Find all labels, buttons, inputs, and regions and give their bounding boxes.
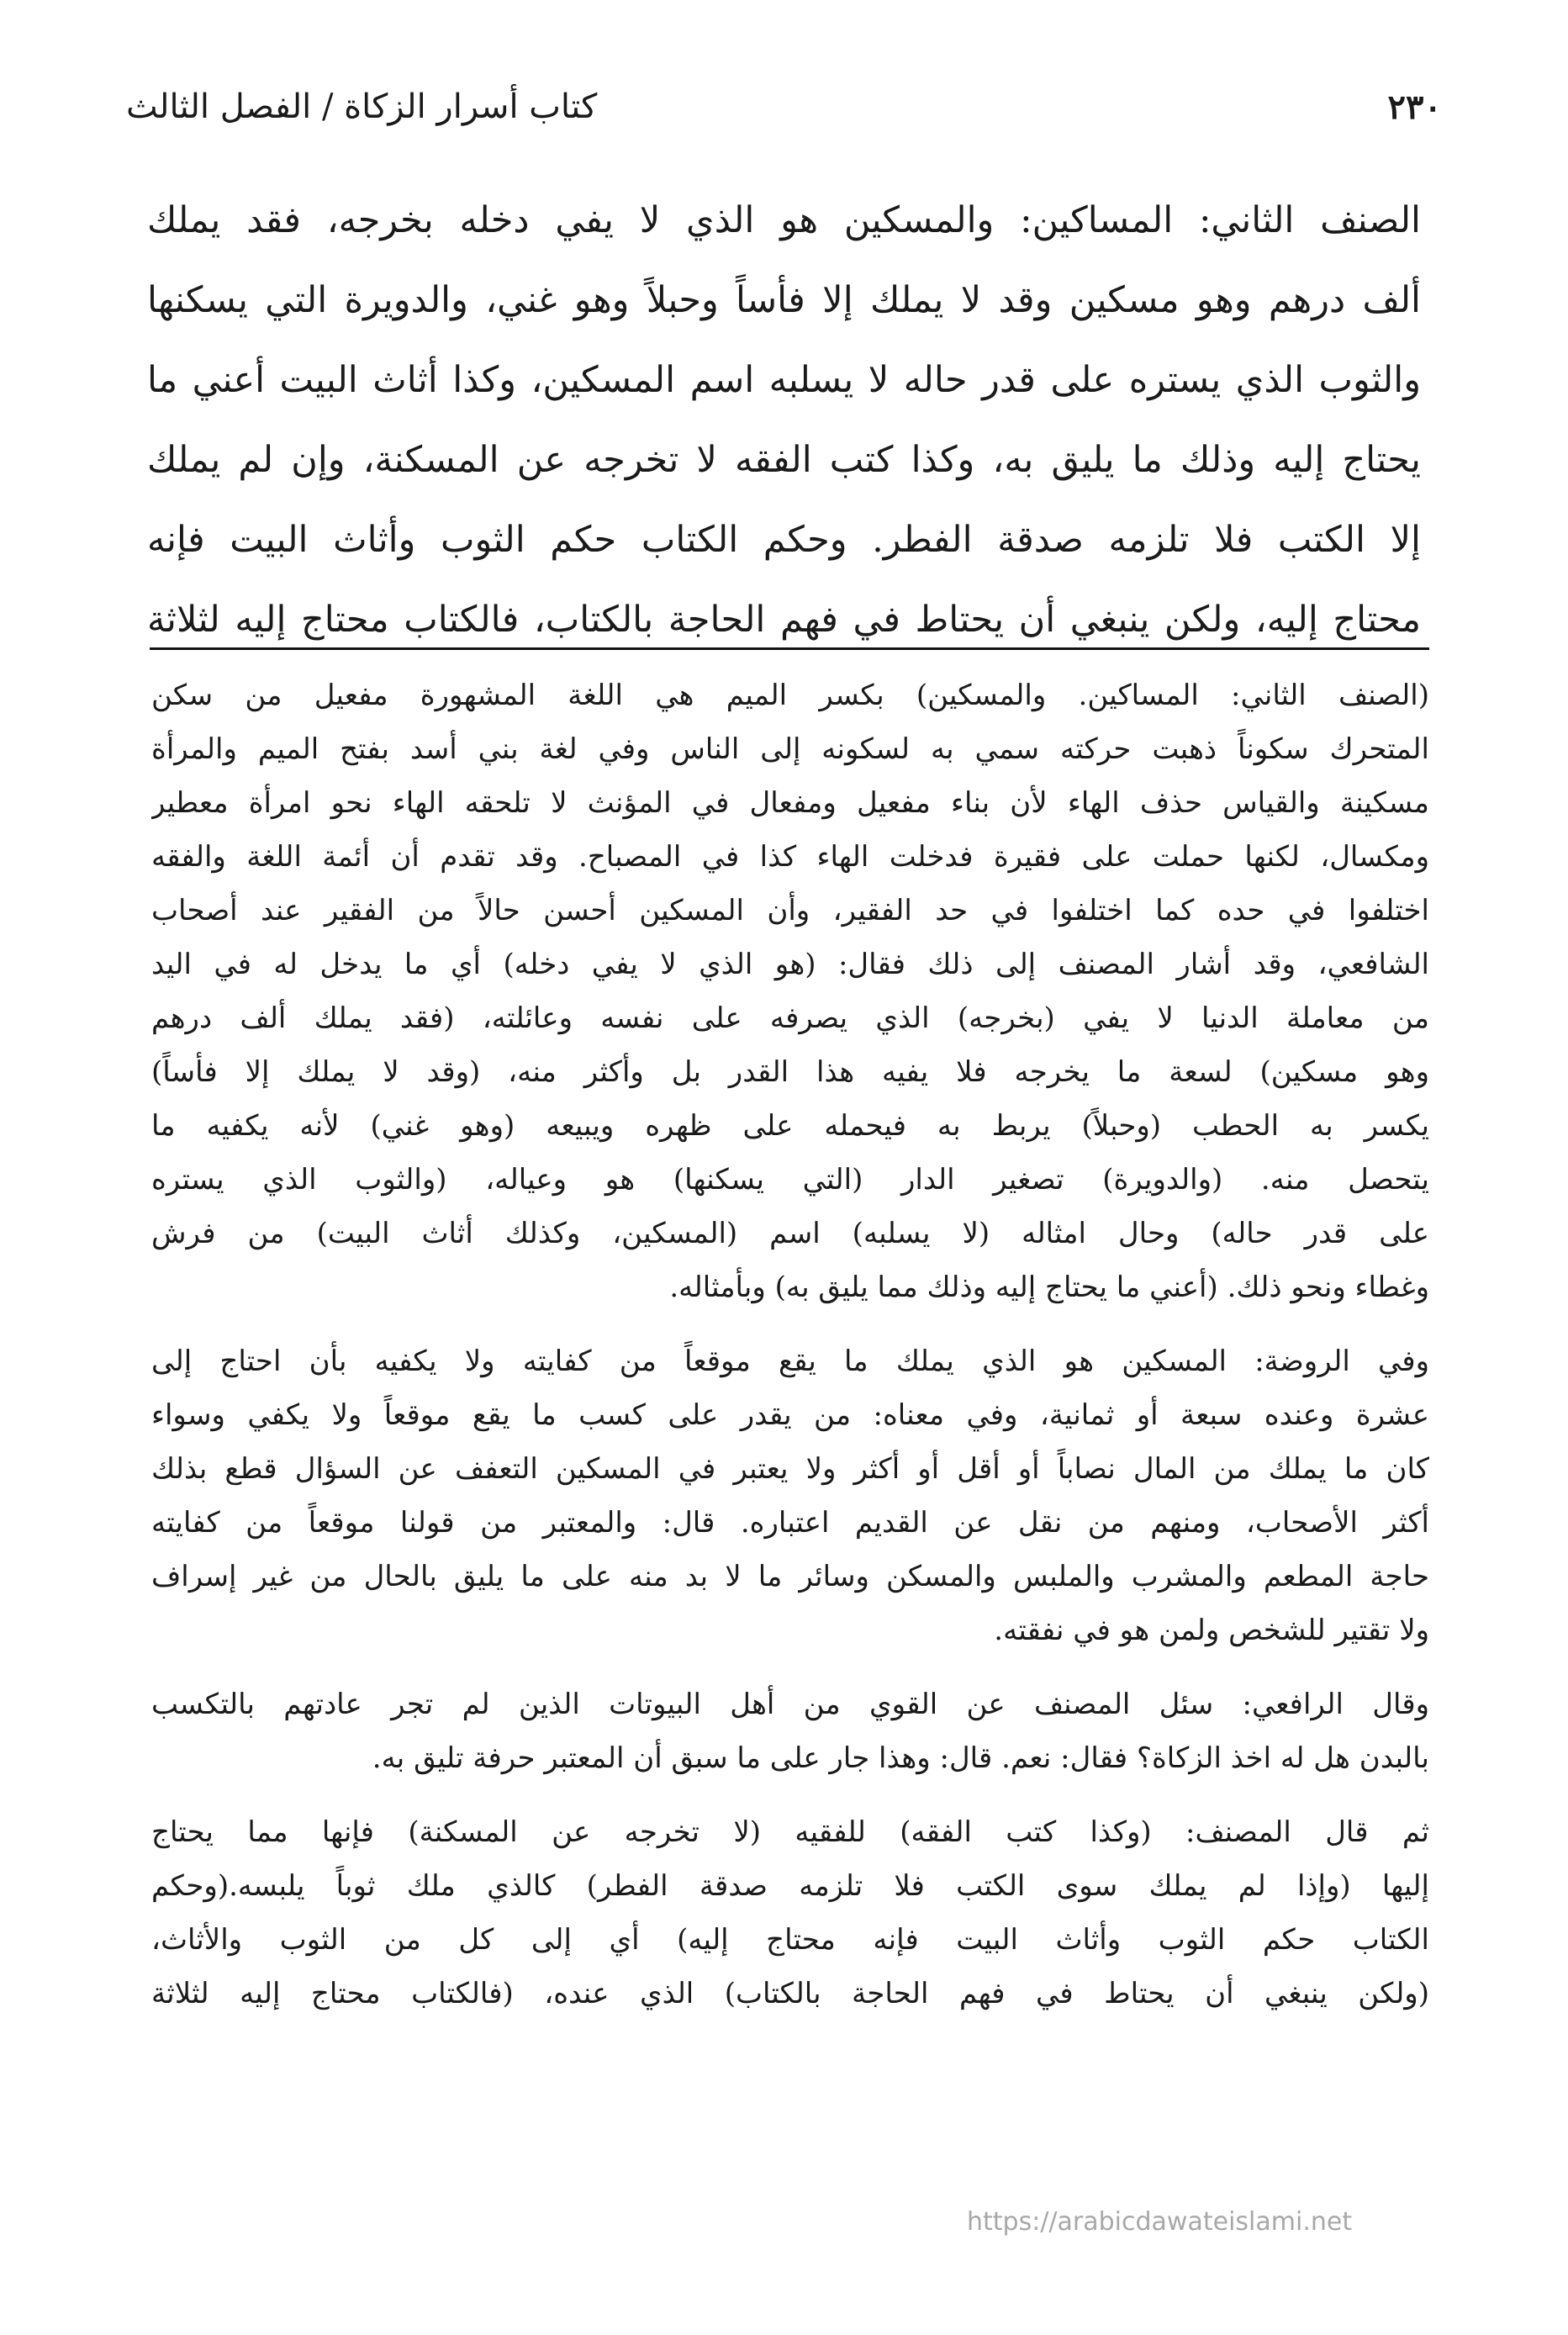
main-text-line: الصنف الثاني: المساكين: والمسكين هو الذي لا يفي دخله بخرجه، فقد يملك [147, 199, 1421, 241]
commentary-line: على قدر حاله) وحال امثاله (لا يسلبه) اسم (المسكين، وكذلك أثاث البيت) من فرش [151, 1217, 1429, 1250]
commentary-line: (الصنف الثاني: المساكين. والمسكين) بكسر الميم هي اللغة المشهورة مفعيل من سكن [151, 679, 1429, 712]
commentary-paragraph [151, 668, 1429, 1314]
commentary-line: وفي الروضة: المسكين هو الذي يملك ما يقع موقعاً من كفايته ولا يكفيه بأن احتاج إلى [151, 1344, 1429, 1378]
commentary [151, 668, 1429, 2021]
running-title: كتاب أسرار الزكاة / الفصل الثالث [126, 87, 598, 126]
commentary-line: بالبدن هل له اخذ الزكاة؟ فقال: نعم. قال: وهذا جار على ما سبق أن المعتبر حرفة تليق به. [372, 1741, 1429, 1775]
commentary-line: كان ما يملك من المال نصاباً أو أقل أو أكثر ولا يعتبر في المسكين التعفف عن السؤال قطع بذلك [151, 1452, 1429, 1486]
commentary-line: المتحرك سكوناً ذهبت حركته سمي به لسكونه إلى الناس وفي لغة بني أسد بفتح الميم والمرأة [151, 732, 1429, 766]
paragraph-gap [151, 1657, 1429, 1677]
main-text [147, 181, 1421, 660]
page-number: ٢٣٠ [1387, 87, 1442, 127]
commentary-line: وقال الرافعي: سئل المصنف عن القوي من أهل البيوتات الذين لم تجر عادتهم بالتكسب [151, 1688, 1429, 1721]
commentary-paragraph [151, 1805, 1429, 2021]
main-text-line: محتاج إليه، ولكن ينبغي أن يحتاط في فهم الحاجة بالكتاب، فالكتاب محتاج إليه لثلاثة [147, 599, 1421, 641]
commentary-line: يكسر به الحطب (وحبلاً) يربط به فيحمله على ظهره ويبيعه (وهو غني) لأنه يكفيه ما [151, 1109, 1429, 1143]
commentary-line: الكتاب حكم الثوب وأثاث البيت فإنه محتاج إليه) أي إلى كل من الثوب والأثاث، [151, 1923, 1429, 1957]
commentary-line: الشافعي، وقد أشار المصنف إلى ذلك فقال: (هو الذي لا يفي دخله) أي ما يدخل له في اليد [151, 948, 1429, 981]
commentary-line: اختلفوا في حده كما اختلفوا في حد الفقير، وأن المسكين أحسن حالاً من الفقير عند أصحاب [151, 894, 1429, 927]
commentary-line: (ولكن ينبغي أن يحتاط في فهم الحاجة بالكتاب) الذي عنده، (فالكتاب محتاج إليه لثلاثة [151, 1977, 1429, 2010]
paragraph-gap [151, 1785, 1429, 1805]
page-header [126, 77, 1442, 136]
source-watermark: https://arabicdawateislami.net [967, 2207, 1353, 2237]
commentary-line: وغطاء ونحو ذلك. (أعني ما يحتاج إليه وذلك مما يليق به) وبأمثاله. [669, 1271, 1429, 1304]
main-text-line: يحتاج إليه وذلك ما يليق به، وكذا كتب الفقه لا تخرجه عن المسكنة، وإن لم يملك [147, 439, 1421, 481]
paragraph-gap [151, 1314, 1429, 1334]
commentary-line: من معاملة الدنيا لا يفي (بخرجه) الذي يصرفه على نفسه وعائلته، (فقد يملك ألف درهم [151, 1001, 1429, 1035]
main-text-line: والثوب الذي يستره على قدر حاله لا يسلبه اسم المسكين، وكذا أثاث البيت أعني ما [147, 359, 1421, 401]
commentary-line: وهو مسكين) لسعة ما يخرجه فلا يفيه هذا القدر بل وأكثر منه، (وقد لا يملك إلا فأساً) [151, 1055, 1429, 1089]
commentary-line: يتحصل منه. (والدويرة) تصغير الدار (التي يسكنها) هو وعياله، (والثوب الذي يستره [151, 1163, 1429, 1197]
commentary-line: ومكسال، لكنها حملت على فقيرة فدخلت الهاء كذا في المصباح. وقد تقدم أن أئمة اللغة والفقه [151, 840, 1429, 874]
commentary-line: حاجة المطعم والمشرب والملبس والمسكن وسائر ما لا بد منه على ما يليق بالحال من غير إسراف [151, 1560, 1429, 1593]
commentary-line: إليها (وإذا لم يملك سوى الكتب فلا تلزمه صدقة الفطر) كالذي ملك ثوباً يلبسه.(وحكم [151, 1869, 1429, 1903]
commentary-line: ثم قال المصنف: (وكذا كتب الفقه) للفقيه (لا تخرجه عن المسكنة) فإنها مما يحتاج [151, 1815, 1429, 1849]
commentary-paragraph [151, 1334, 1429, 1657]
commentary-line: أكثر الأصحاب، ومنهم من نقل عن القديم اعتباره. قال: والمعتبر من قولنا موقعاً من كفايته [151, 1506, 1429, 1540]
commentary-paragraph [151, 1677, 1429, 1785]
commentary-line: ولا تقتير للشخص ولمن هو في نفقته. [994, 1614, 1429, 1647]
commentary-line: مسكينة والقياس حذف الهاء لأن بناء مفعيل ومفعال في المؤنث لا تلحقه الهاء نحو امرأة معطير [151, 786, 1429, 820]
separator-rule [150, 647, 1429, 650]
commentary-line: عشرة وعنده سبعة أو ثمانية، وفي معناه: من يقدر على كسب ما يقع موقعاً ولا يكفي وسواء [151, 1398, 1429, 1432]
main-text-line: ألف درهم وهو مسكين وقد لا يملك إلا فأساً وحبلاً وهو غني، والدويرة التي يسكنها [147, 279, 1421, 321]
main-text-line: إلا الكتب فلا تلزمه صدقة الفطر. وحكم الكتاب حكم الثوب وأثاث البيت فإنه [147, 519, 1421, 561]
